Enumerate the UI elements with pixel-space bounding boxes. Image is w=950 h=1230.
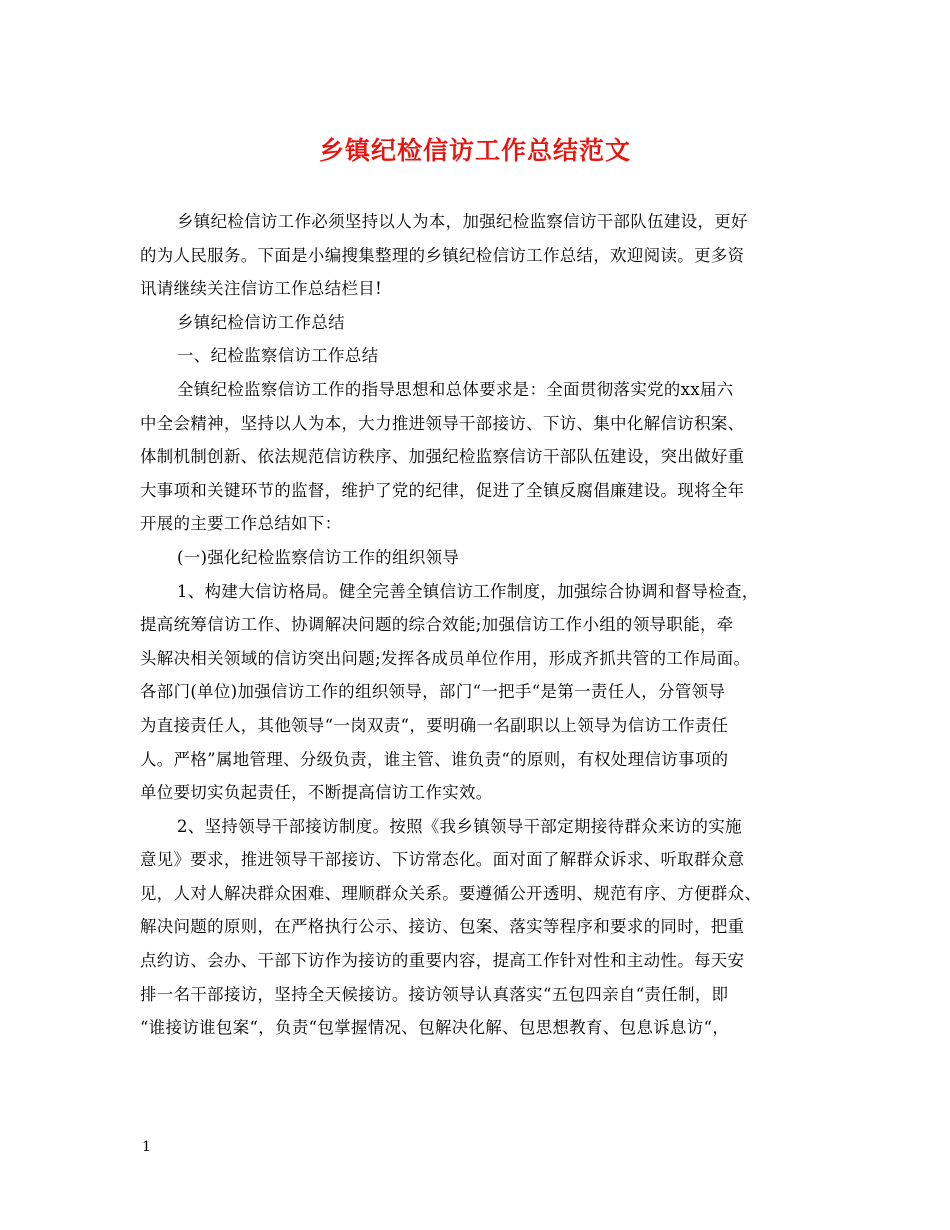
text-line: 开展的主要工作总结如下： <box>140 514 342 534</box>
text-line: 的为人民服务。下面是小编搜集整理的乡镇纪检信访工作总结，欢迎阅读。更多资 <box>140 245 745 265</box>
text-line: 单位要切实负起责任，不断提高信访工作实效。 <box>140 783 493 803</box>
text-line: 一、纪检监察信访工作总结 <box>177 346 379 366</box>
text-line: 大事项和关键环节的监督，维护了党的纪律，促进了全镇反腐倡廉建设。现将全年 <box>140 480 745 500</box>
text-line: 提高统筹信访工作、协调解决问题的综合效能;加强信访工作小组的领导职能，牵 <box>140 615 734 635</box>
page-number: 1 <box>142 1139 151 1155</box>
text-line: 意见》要求，推进领导干部接访、下访常态化。面对面了解群众诉求、听取群众意 <box>140 850 745 870</box>
text-line: 各部门(单位)加强信访工作的组织领导，部门“一把手“是第一责任人，分管领导 <box>140 682 726 702</box>
text-line: 1、构建大信访格局。健全完善全镇信访工作制度，加强综合协调和督导检查， <box>177 581 759 601</box>
document-title: 乡镇纪检信访工作总结范文 <box>318 136 631 165</box>
text-line: 全镇纪检监察信访工作的指导思想和总体要求是：全面贯彻落实党的xx届六 <box>177 379 734 399</box>
text-line: 人。严格”属地管理、分级负责，谁主管、谁负责“的原则，有权处理信访事项的 <box>140 749 729 769</box>
text-line: 排一名干部接访，坚持全天候接访。接访领导认真落实“五包四亲自“责任制，即 <box>140 984 729 1004</box>
text-line: 中全会精神，坚持以人为本，大力推进领导干部接访、下访、集中化解信访积案、 <box>140 413 745 433</box>
text-line: “谁接访谁包案“，负责“包掌握情况、包解决化解、包思想教育、包息诉息访“， <box>140 1018 730 1038</box>
text-line: 解决问题的原则，在严格执行公示、接访、包案、落实等程序和要求的同时，把重 <box>140 917 745 937</box>
text-line: 讯请继续关注信访工作总结栏目! <box>140 279 383 299</box>
text-line: 乡镇纪检信访工作总结 <box>177 312 345 332</box>
text-line: 2、坚持领导干部接访制度。按照《我乡镇领导干部定期接待群众来访的实施 <box>177 816 742 836</box>
text-line: 见，人对人解决群众困难、理顺群众关系。要遵循公开透明、规范有序、方便群众、 <box>140 883 762 903</box>
text-line: 为直接责任人，其他领导“一岗双责“，要明确一名副职以上领导为信访工作责任 <box>140 715 729 735</box>
text-line: 点约访、会办、干部下访作为接访的重要内容，提高工作针对性和主动性。每天安 <box>140 951 745 971</box>
text-line: (一)强化纪检监察信访工作的组织领导 <box>177 547 460 567</box>
text-line: 乡镇纪检信访工作必须坚持以人为本，加强纪检监察信访干部队伍建设，更好 <box>177 212 748 231</box>
document-body <box>140 205 840 1045</box>
text-line: 体制机制创新、依法规范信访秩序、加强纪检监察信访干部队伍建设，突出做好重 <box>140 447 745 467</box>
text-line: 头解决相关领域的信访突出问题;发挥各成员单位作用，形成齐抓共管的工作局面。 <box>140 648 751 668</box>
